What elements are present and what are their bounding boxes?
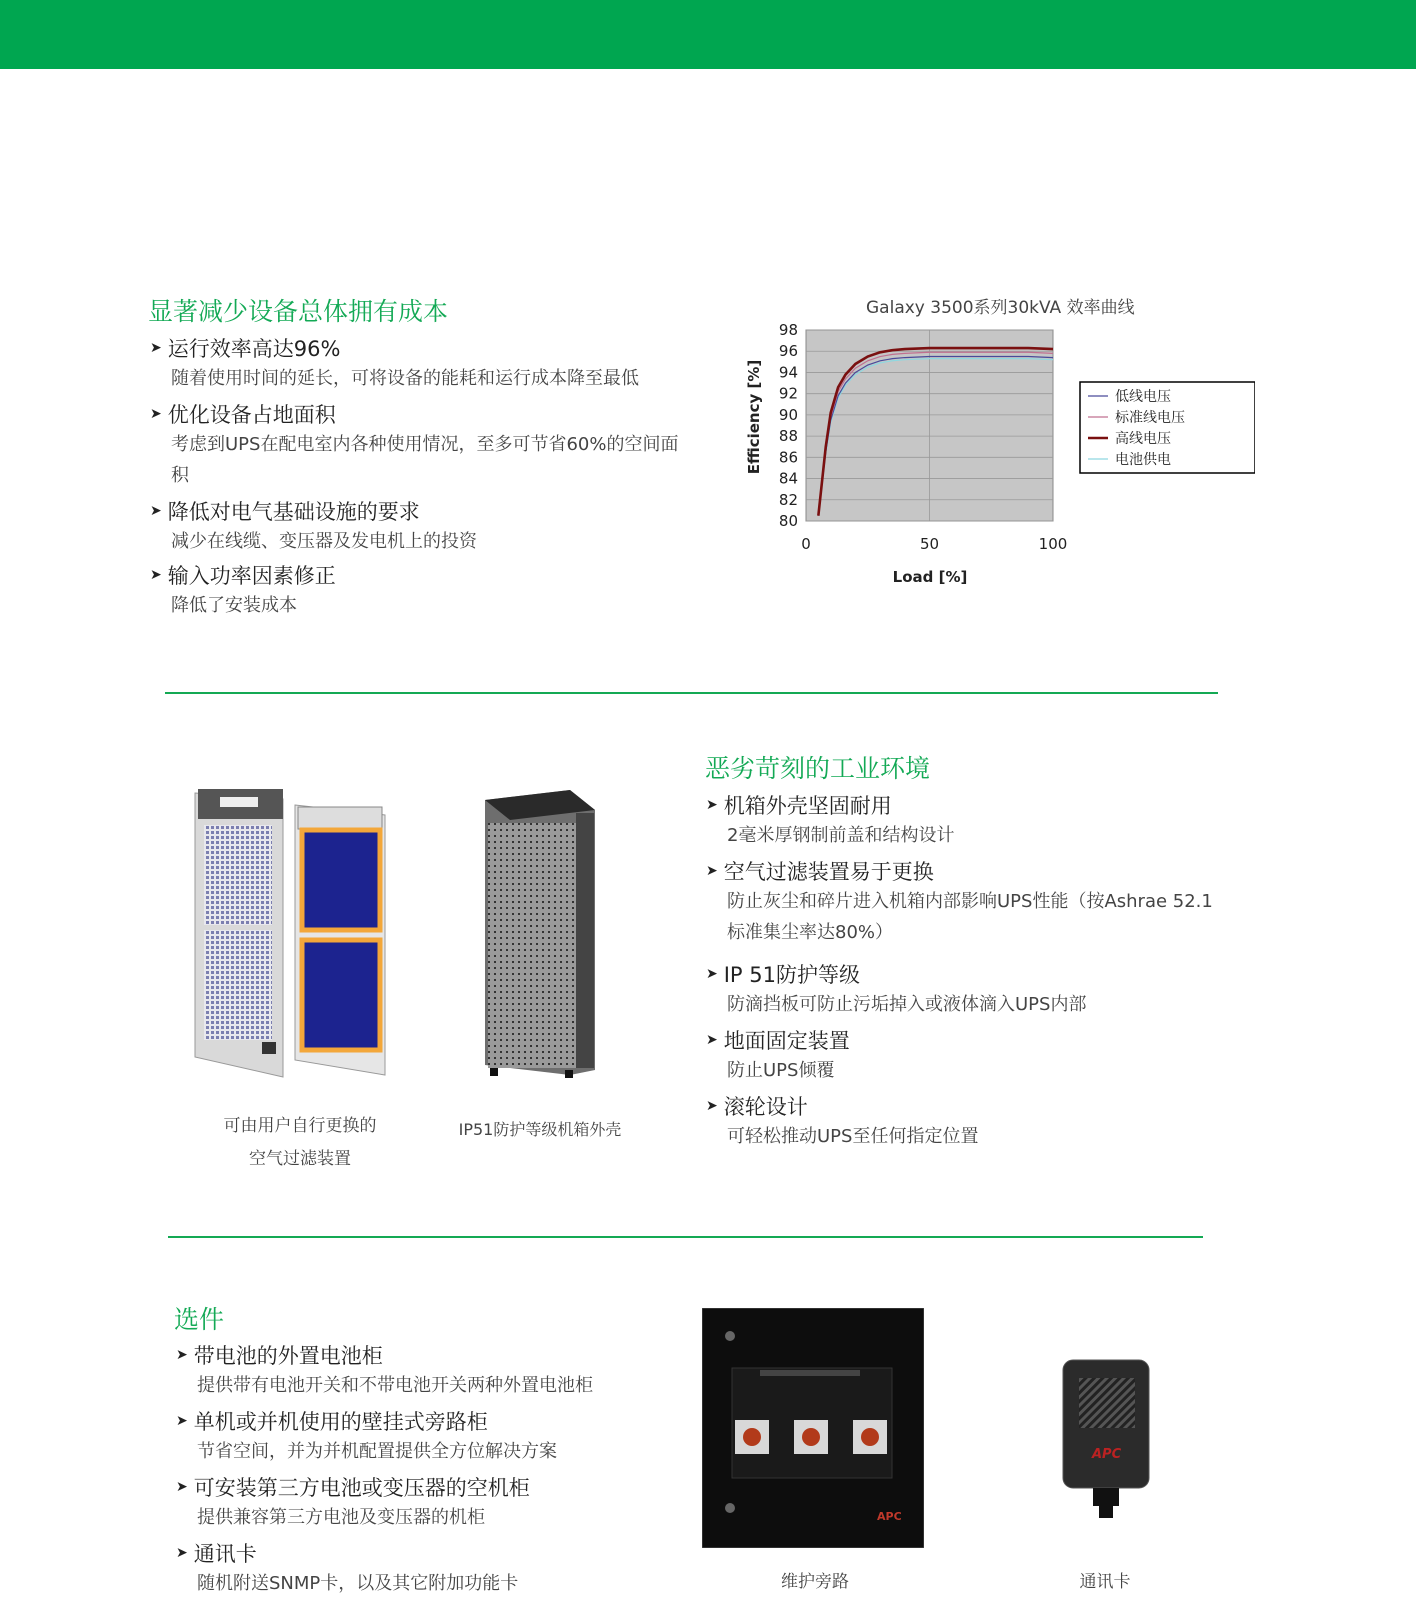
arrow-bullet-icon: ➤	[706, 863, 718, 879]
legend-label: 低线电压	[1115, 389, 1171, 405]
x-tick-label: 50	[919, 535, 940, 553]
item-description: 随机附送SNMP卡，以及其它附加功能卡	[197, 1573, 519, 1594]
apc-logo: APC	[1092, 1447, 1122, 1462]
options-list	[176, 1340, 656, 1602]
item-heading: 地面固定装置	[723, 1029, 850, 1053]
list-item	[176, 1406, 656, 1472]
list-item	[176, 1538, 656, 1602]
x-tick-label: 100	[1038, 535, 1068, 553]
filter-caption	[200, 1110, 400, 1176]
list-item	[706, 856, 1226, 959]
y-tick-label: 84	[778, 469, 798, 488]
legend-label: 标准线电压	[1115, 410, 1185, 426]
section-divider	[165, 692, 1218, 694]
list-item	[150, 399, 680, 496]
arrow-bullet-icon: ➤	[150, 503, 162, 519]
list-item	[150, 496, 680, 560]
chart-legend	[1080, 382, 1255, 473]
section-title-industrial: 恶劣苛刻的工业环境	[705, 754, 931, 783]
card-caption: 通讯卡	[1079, 1572, 1131, 1592]
caption-line: 空气过滤装置	[249, 1149, 351, 1169]
arrow-bullet-icon: ➤	[176, 1347, 188, 1363]
apc-logo: APC	[877, 1510, 902, 1523]
item-heading: 降低对电气基础设施的要求	[167, 500, 420, 524]
y-tick-label: 90	[778, 405, 798, 424]
arrow-bullet-icon: ➤	[150, 406, 162, 422]
item-heading: 带电池的外置电池柜	[193, 1344, 383, 1368]
y-tick-label: 92	[778, 384, 798, 403]
item-description: 减少在线缆、变压器及发电机上的投资	[171, 531, 477, 552]
chart-title: Galaxy 3500系列30kVA 效率曲线	[866, 298, 1135, 318]
item-description: 提供兼容第三方电池及变压器的机柜	[197, 1507, 485, 1528]
arrow-bullet-icon: ➤	[176, 1479, 188, 1495]
y-axis-label: Efficiency [%]	[745, 359, 763, 475]
y-tick-label: 88	[778, 427, 798, 446]
item-description: 防止灰尘和碎片进入机箱内部影响UPS性能（按Ashrae 52.1标准集尘率达80%）	[727, 891, 1213, 943]
item-heading: 单机或并机使用的壁挂式旁路柜	[193, 1410, 488, 1434]
item-description: 考虑到UPS在配电室内各种使用情况，至多可节省60%的空间面积	[171, 434, 679, 486]
item-description: 提供带有电池开关和不带电池开关两种外置电池柜	[197, 1375, 593, 1396]
list-item	[706, 1091, 1226, 1157]
cabinet-caption: IP51防护等级机箱外壳	[458, 1120, 622, 1139]
item-heading: 空气过滤装置易于更换	[723, 860, 934, 884]
item-heading: 优化设备占地面积	[167, 403, 336, 427]
section-divider	[168, 1236, 1203, 1238]
y-tick-label: 80	[778, 512, 798, 530]
item-description: 节省空间，并为并机配置提供全方位解决方案	[197, 1441, 557, 1462]
item-heading: 输入功率因素修正	[167, 564, 336, 588]
arrow-bullet-icon: ➤	[706, 966, 718, 982]
section-title-options: 选件	[174, 1305, 225, 1334]
arrow-bullet-icon: ➤	[150, 340, 162, 356]
tco-list	[150, 333, 680, 624]
arrow-bullet-icon: ➤	[706, 1098, 718, 1114]
legend-label: 高线电压	[1115, 431, 1171, 447]
air-filter-image	[190, 785, 400, 1095]
item-heading: 通讯卡	[193, 1542, 257, 1566]
item-description: 可轻松推动UPS至任何指定位置	[727, 1126, 979, 1147]
network-card-image	[1057, 1358, 1157, 1528]
list-item	[176, 1472, 656, 1538]
arrow-bullet-icon: ➤	[150, 567, 162, 583]
item-heading: 运行效率高达96%	[167, 337, 341, 361]
arrow-bullet-icon: ➤	[176, 1545, 188, 1561]
item-description: 防滴挡板可防止污垢掉入或液体滴入UPS内部	[727, 994, 1087, 1015]
list-item	[706, 1025, 1226, 1091]
item-description: 2毫米厚钢制前盖和结构设计	[727, 825, 955, 846]
item-heading: IP 51防护等级	[723, 963, 860, 987]
item-description: 随着使用时间的延长，可将设备的能耗和运行成本降至最低	[171, 368, 639, 389]
item-heading: 机箱外壳坚固耐用	[723, 794, 892, 818]
y-tick-label: 96	[778, 342, 798, 361]
caption-line: 可由用户自行更换的	[223, 1116, 377, 1136]
list-item	[150, 333, 680, 399]
y-tick-label: 86	[778, 448, 798, 467]
y-tick-label: 82	[778, 490, 798, 509]
ups-cabinet-image	[480, 785, 610, 1085]
top-banner	[0, 0, 1416, 69]
legend-label: 电池供电	[1115, 452, 1171, 468]
arrow-bullet-icon: ➤	[176, 1413, 188, 1429]
bypass-caption: 维护旁路	[781, 1572, 849, 1592]
item-description: 防止UPS倾覆	[727, 1060, 835, 1081]
bypass-panel-image	[702, 1308, 924, 1548]
list-item	[150, 560, 680, 624]
list-item	[176, 1340, 656, 1406]
y-tick-label: 98	[778, 321, 798, 339]
list-item	[706, 959, 1226, 1025]
item-heading: 可安装第三方电池或变压器的空机柜	[193, 1476, 530, 1500]
industrial-list	[706, 790, 1226, 1157]
item-heading: 滚轮设计	[723, 1095, 808, 1119]
arrow-bullet-icon: ➤	[706, 797, 718, 813]
efficiency-chart	[735, 312, 1255, 622]
section-title-tco: 显著减少设备总体拥有成本	[148, 297, 449, 326]
x-tick-label: 0	[801, 535, 811, 553]
arrow-bullet-icon: ➤	[706, 1032, 718, 1048]
item-description: 降低了安装成本	[171, 595, 297, 616]
y-tick-label: 94	[778, 363, 798, 382]
list-item	[706, 790, 1226, 856]
x-axis-label: Load [%]	[892, 568, 968, 586]
